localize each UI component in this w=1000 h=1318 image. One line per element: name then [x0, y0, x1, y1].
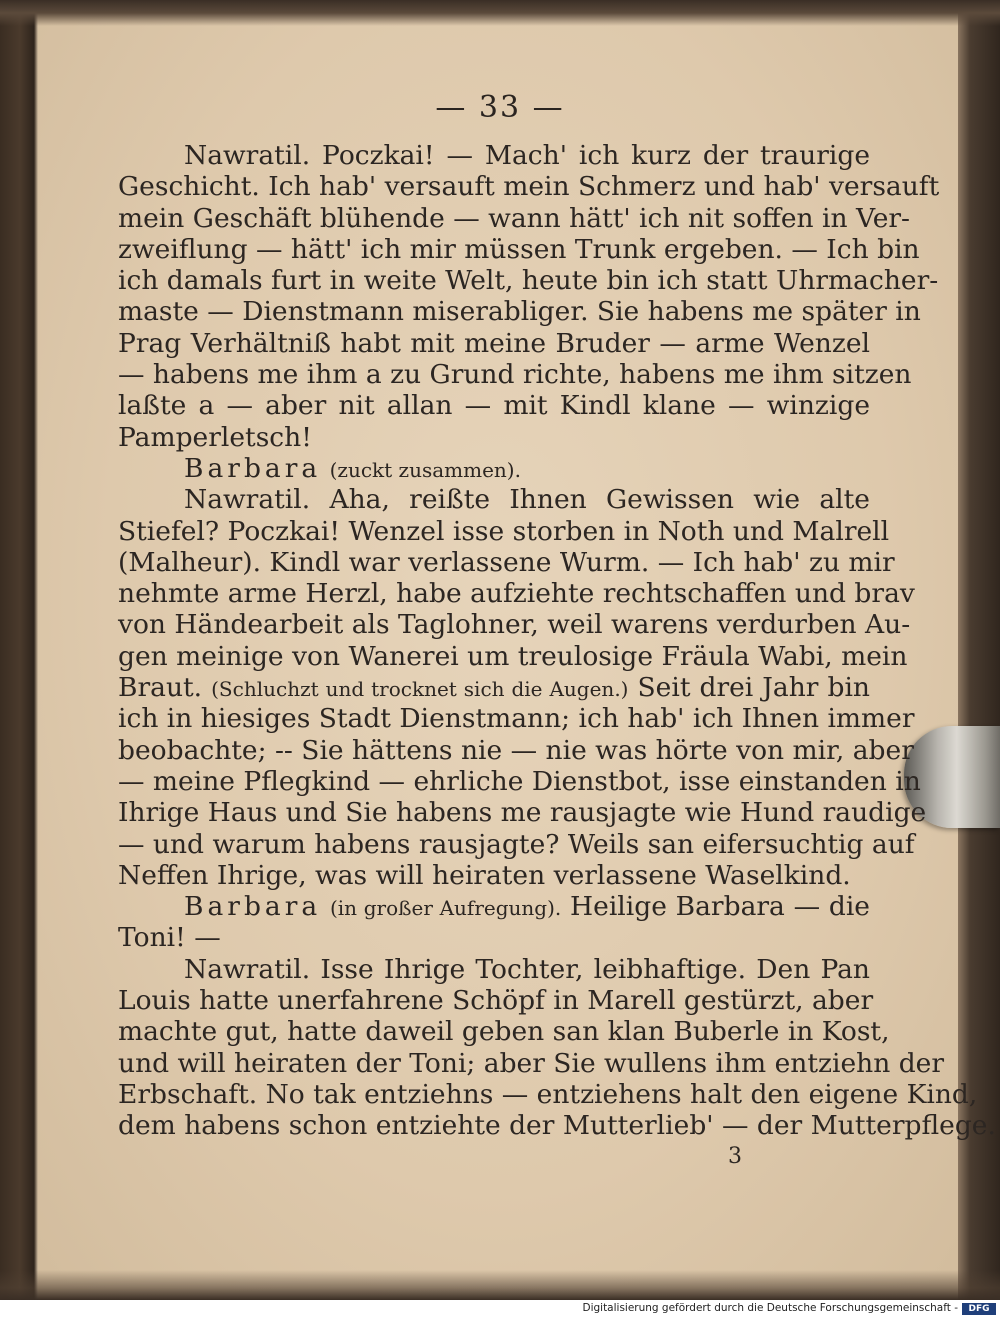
- line-text: Geschicht. Ich hab' versauft mein Schmerz und hab' versauft: [118, 171, 940, 203]
- text-line: [118, 233, 920, 265]
- text-line: [118, 860, 870, 891]
- line-text: Louis hatte unerfahrene Schöpf in Marell gestürzt, aber: [118, 985, 874, 1017]
- line-text: — und warum habens rausjagte? Weils san eifersuchtig auf: [118, 828, 915, 860]
- text-line: [118, 734, 914, 766]
- text-line: [118, 578, 915, 610]
- line-text: Stiefel? Poczkai! Wenzel isse storben in Noth und Malrell: [118, 515, 890, 547]
- page-top-edge: [0, 0, 1000, 26]
- line-text: Heilige Barbara — die: [570, 891, 870, 923]
- text-line: [118, 1016, 890, 1048]
- stage-direction: (zuckt zusammen).: [329, 457, 521, 482]
- stage-direction: (in großer Aufregung).: [329, 896, 562, 921]
- line-text: zweiflung — hätt' ich mir müssen Trunk ergeben. — Ich bin: [118, 233, 920, 265]
- text-line: [118, 609, 911, 641]
- line-text: Nawratil. Poczkai! — Mach' ich kurz der traurige: [184, 140, 870, 171]
- text-line: [118, 328, 870, 359]
- speaker-name: Barbara: [184, 452, 322, 484]
- line-text: maste — Dienstmann miserabliger. Sie habens me später in: [118, 296, 921, 328]
- line-text: ich in hiesiges Stadt Dienstmann; ich hab' ich Ihnen immer: [118, 703, 915, 735]
- footer-credit: Digitalisierung gefördert durch die Deutsche Forschungsgemeinschaft -: [582, 1302, 958, 1314]
- text-line: [118, 484, 870, 515]
- dfg-logo: DFG: [962, 1303, 996, 1315]
- page-number: — 33 —: [435, 90, 565, 125]
- page-bottom-edge: [0, 1270, 1000, 1300]
- text-line: [118, 140, 870, 171]
- line-text: Toni! —: [118, 922, 221, 954]
- line-text: von Händearbeit als Taglohner, weil warens verdurben Au-: [118, 609, 911, 641]
- line-text: gen meinige von Wanerei um treulosige Fräula Wabi, mein: [118, 640, 908, 672]
- text-line: [118, 640, 908, 672]
- text-line: [118, 1110, 996, 1142]
- line-text: nehmte arme Herzl, habe aufziehte rechtschaffen und brav: [118, 578, 915, 610]
- text-line: [118, 985, 874, 1017]
- text-line: [118, 891, 870, 922]
- line-text: (Malheur). Kindl war verlassene Wurm. — Ich hab' zu mir: [118, 546, 895, 578]
- text-line: [118, 296, 921, 328]
- text-line: [118, 202, 910, 234]
- text-line: [118, 828, 915, 860]
- text-line: [118, 765, 921, 797]
- line-text: mein Geschäft blühende — wann hätt' ich nit soffen in Ver-: [118, 202, 910, 234]
- text-line: [118, 453, 870, 484]
- text-line: [118, 672, 870, 703]
- line-text: Erbschaft. No tak entziehns — entziehens halt den eigene Kind,: [118, 1078, 978, 1110]
- text-line: [118, 954, 870, 985]
- line-text: — meine Pflegkind — ehrliche Dienstbot, isse einstanden in: [118, 765, 921, 797]
- line-text: dem habens schon entziehte der Mutterlieb' — der Mutterpflege.: [118, 1110, 996, 1142]
- text-line: [118, 422, 870, 453]
- text-line: [118, 1078, 978, 1110]
- text-line: [118, 546, 895, 578]
- line-text: beobachte; -- Sie hättens nie — nie was hörte von mir, aber: [118, 734, 914, 766]
- speaker-name: Barbara: [184, 891, 322, 923]
- line-text: laßte a — aber nit allan — mit Kindl klane — winzige: [118, 390, 870, 422]
- text-line: [118, 515, 890, 547]
- line-text: Neffen Ihrige, was will heiraten verlassene Waselkind.: [118, 859, 851, 891]
- line-text: und will heiraten der Toni; aber Sie wullens ihm entziehn der: [118, 1047, 945, 1079]
- text-line: [118, 359, 912, 391]
- text-line: [118, 265, 939, 297]
- line-text: Nawratil. Isse Ihrige Tochter, leibhaftige. Den Pan: [184, 953, 870, 985]
- line-text: Nawratil. Aha, reißte Ihnen Gewissen wie alte: [184, 484, 870, 516]
- line-text: ich damals furt in weite Welt, heute bin ich statt Uhrmacher-: [118, 265, 939, 297]
- line-text: machte gut, hatte daweil geben san klan Buberle in Kost,: [118, 1016, 890, 1048]
- text-line: [118, 922, 870, 953]
- line-text: Ihrige Haus und Sie habens me rausjagte wie Hund raudige: [118, 797, 927, 829]
- text-line: [118, 171, 940, 203]
- text-line: [118, 390, 870, 421]
- body-text: [118, 140, 996, 1142]
- line-text: Pamperletsch!: [118, 421, 312, 453]
- stage-direction: (Schluchzt und trocknet sich die Augen.): [211, 677, 629, 702]
- line-text: Seit drei Jahr bin: [637, 672, 870, 704]
- signature-mark: 3: [728, 1144, 742, 1169]
- line-text: Braut.: [118, 672, 203, 704]
- text-line: [118, 797, 927, 829]
- text-line: [118, 1047, 945, 1079]
- line-text: — habens me ihm a zu Grund richte, habens me ihm sitzen: [118, 359, 912, 391]
- line-text: Prag Verhältniß habt mit meine Bruder — arme Wenzel: [118, 327, 870, 359]
- text-line: [118, 703, 915, 735]
